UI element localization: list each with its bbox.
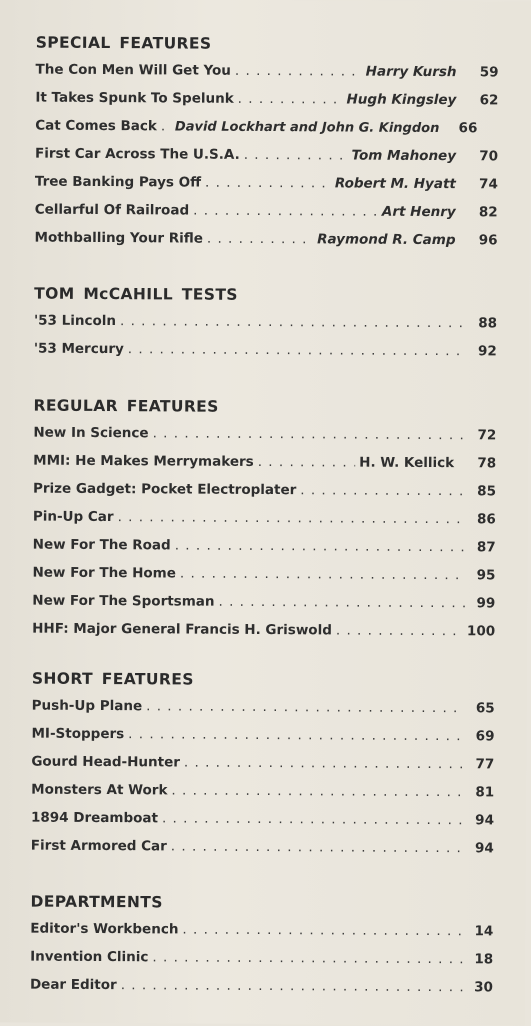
section-title: TOM McCAHILL TESTS: [34, 284, 238, 304]
toc-entry[interactable]: [33, 425, 496, 456]
entry-page: 94: [475, 812, 495, 829]
entry-page: 99: [476, 595, 496, 612]
entry-page: 69: [475, 728, 495, 745]
entry-page: 94: [474, 840, 494, 857]
entry-page: 77: [475, 756, 495, 773]
toc-entry[interactable]: [33, 453, 496, 484]
leader-dots: [121, 977, 463, 995]
toc-entry[interactable]: [35, 146, 498, 177]
leader-dots: [336, 622, 463, 639]
entry-page: 95: [476, 567, 496, 584]
toc-entry[interactable]: [31, 726, 494, 757]
section-title: REGULAR FEATURES: [33, 396, 219, 416]
toc-entry[interactable]: [35, 174, 498, 205]
entry-title: Push-Up Plane: [31, 697, 143, 715]
toc-entry[interactable]: [32, 593, 495, 624]
entry-page: 66: [458, 120, 478, 137]
toc-entry[interactable]: [34, 313, 497, 344]
entry-title: It Takes Spunk To Spelunk: [35, 89, 234, 107]
section-regular-features: [32, 395, 497, 652]
leader-dots: [175, 537, 466, 555]
entry-page: 62: [479, 92, 499, 109]
entry-page: 100: [466, 623, 496, 640]
entry-title: New For The Home: [32, 564, 176, 582]
entry-page: 78: [477, 455, 497, 472]
section-departments: [30, 891, 494, 1008]
toc-entry[interactable]: [30, 949, 493, 980]
entry-author: Hugh Kingsley: [346, 91, 457, 109]
toc-entry[interactable]: [34, 230, 497, 261]
toc-entry[interactable]: [32, 698, 495, 729]
entry-author: Art Henry: [381, 203, 456, 221]
entry-page: 96: [478, 232, 498, 249]
leader-dots: [207, 231, 313, 248]
toc-entry[interactable]: [31, 782, 494, 813]
entry-page: 18: [474, 951, 494, 968]
leader-dots: [171, 782, 464, 800]
toc-entry[interactable]: [33, 509, 496, 540]
entry-title: MMI: He Makes Merrymakers: [33, 452, 254, 470]
toc-entry[interactable]: [31, 838, 494, 869]
section-special-features: [34, 32, 498, 261]
leader-dots: [182, 922, 463, 940]
entry-page: 86: [476, 511, 496, 528]
entry-page: 74: [479, 176, 498, 193]
entry-title: MI-Stoppers: [31, 725, 125, 743]
leader-dots: [120, 313, 467, 331]
entry-title: Prize Gadget: Pocket Electroplater: [32, 480, 297, 499]
entry-title: Cellarful Of Railroad: [34, 201, 190, 219]
toc-entry[interactable]: [34, 341, 497, 372]
leader-dots: [153, 425, 467, 443]
entry-page: 72: [477, 427, 497, 444]
toc-entry[interactable]: [33, 537, 496, 568]
entry-author: David Lockhart and John G. Kingdon: [174, 119, 440, 137]
toc-entry[interactable]: [30, 921, 493, 952]
entry-title: New In Science: [33, 424, 149, 442]
entry-title: New For The Road: [32, 536, 171, 554]
entry-author: Tom Mahoney: [351, 147, 457, 165]
toc-entry[interactable]: [35, 62, 498, 93]
entry-page: 85: [477, 483, 497, 500]
leader-dots: [180, 565, 466, 583]
entry-page: 30: [474, 979, 494, 996]
section-tom-mccahill-tests: [34, 283, 498, 372]
section-title: DEPARTMENTS: [30, 892, 163, 912]
leader-dots: [184, 755, 464, 773]
entry-title: Editor's Workbench: [30, 920, 179, 938]
leader-dots: [118, 509, 466, 527]
leader-dots: [161, 118, 171, 134]
entry-page: 65: [475, 700, 495, 717]
entry-title: 1894 Dreamboat: [30, 809, 159, 827]
toc-entry[interactable]: [35, 202, 498, 233]
entry-title: Dear Editor: [29, 976, 117, 994]
entry-page: 81: [475, 784, 495, 801]
leader-dots: [193, 203, 378, 220]
entry-author: Harry Kursh: [365, 63, 457, 81]
leader-dots: [152, 949, 463, 967]
entry-page: 82: [478, 204, 498, 221]
leader-dots: [218, 594, 465, 612]
entry-title: HHF: Major General Francis H. Griswold: [32, 620, 332, 639]
entry-title: Invention Clinic: [30, 948, 149, 966]
entry-title: Tree Banking Pays Off: [34, 173, 202, 191]
entry-title: Monsters At Work: [31, 781, 168, 799]
entry-title: Gourd Head-Hunter: [31, 753, 180, 771]
section-short-features: [31, 668, 495, 869]
toc-entry[interactable]: [32, 621, 495, 652]
entry-title: First Armored Car: [30, 837, 167, 855]
entry-page: 59: [479, 64, 499, 81]
leader-dots: [128, 726, 464, 744]
leader-dots: [171, 838, 464, 856]
entry-title: '53 Mercury: [33, 340, 124, 358]
section-title: SHORT FEATURES: [31, 669, 194, 689]
entry-page: 70: [479, 148, 499, 165]
leader-dots: [128, 341, 467, 359]
toc-entry[interactable]: [35, 90, 498, 121]
entry-title: New For The Sportsman: [32, 592, 215, 610]
entry-page: 92: [478, 343, 497, 360]
leader-dots: [146, 698, 465, 716]
entry-author: H. W. Kellick: [359, 454, 455, 472]
leader-dots: [235, 63, 362, 80]
entry-title: Pin-Up Car: [32, 508, 114, 526]
entry-page: 14: [474, 923, 494, 940]
entry-title: The Con Men Will Get You: [35, 61, 231, 79]
toc-entry[interactable]: [32, 565, 495, 596]
section-title: SPECIAL FEATURES: [35, 33, 212, 53]
entry-title: '53 Lincoln: [33, 312, 117, 330]
leader-dots: [238, 91, 343, 108]
toc-entry[interactable]: [33, 481, 496, 512]
entry-title: Cat Comes Back: [35, 117, 157, 135]
toc-entry[interactable]: [35, 118, 498, 149]
entry-page: 88: [478, 315, 498, 332]
entry-title: First Car Across The U.S.A.: [35, 145, 240, 163]
entry-page: 87: [476, 539, 496, 556]
toc-entry[interactable]: [31, 810, 494, 841]
leader-dots: [162, 810, 464, 828]
entry-author: Raymond R. Camp: [317, 231, 456, 249]
entry-title: Mothballing Your Rifle: [34, 229, 203, 247]
leader-dots: [300, 482, 466, 499]
leader-dots: [244, 147, 348, 164]
toc-entry[interactable]: [30, 977, 493, 1008]
leader-dots: [258, 454, 356, 471]
leader-dots: [205, 175, 331, 192]
toc-entry[interactable]: [31, 754, 494, 785]
entry-author: Robert M. Hyatt: [334, 175, 456, 193]
